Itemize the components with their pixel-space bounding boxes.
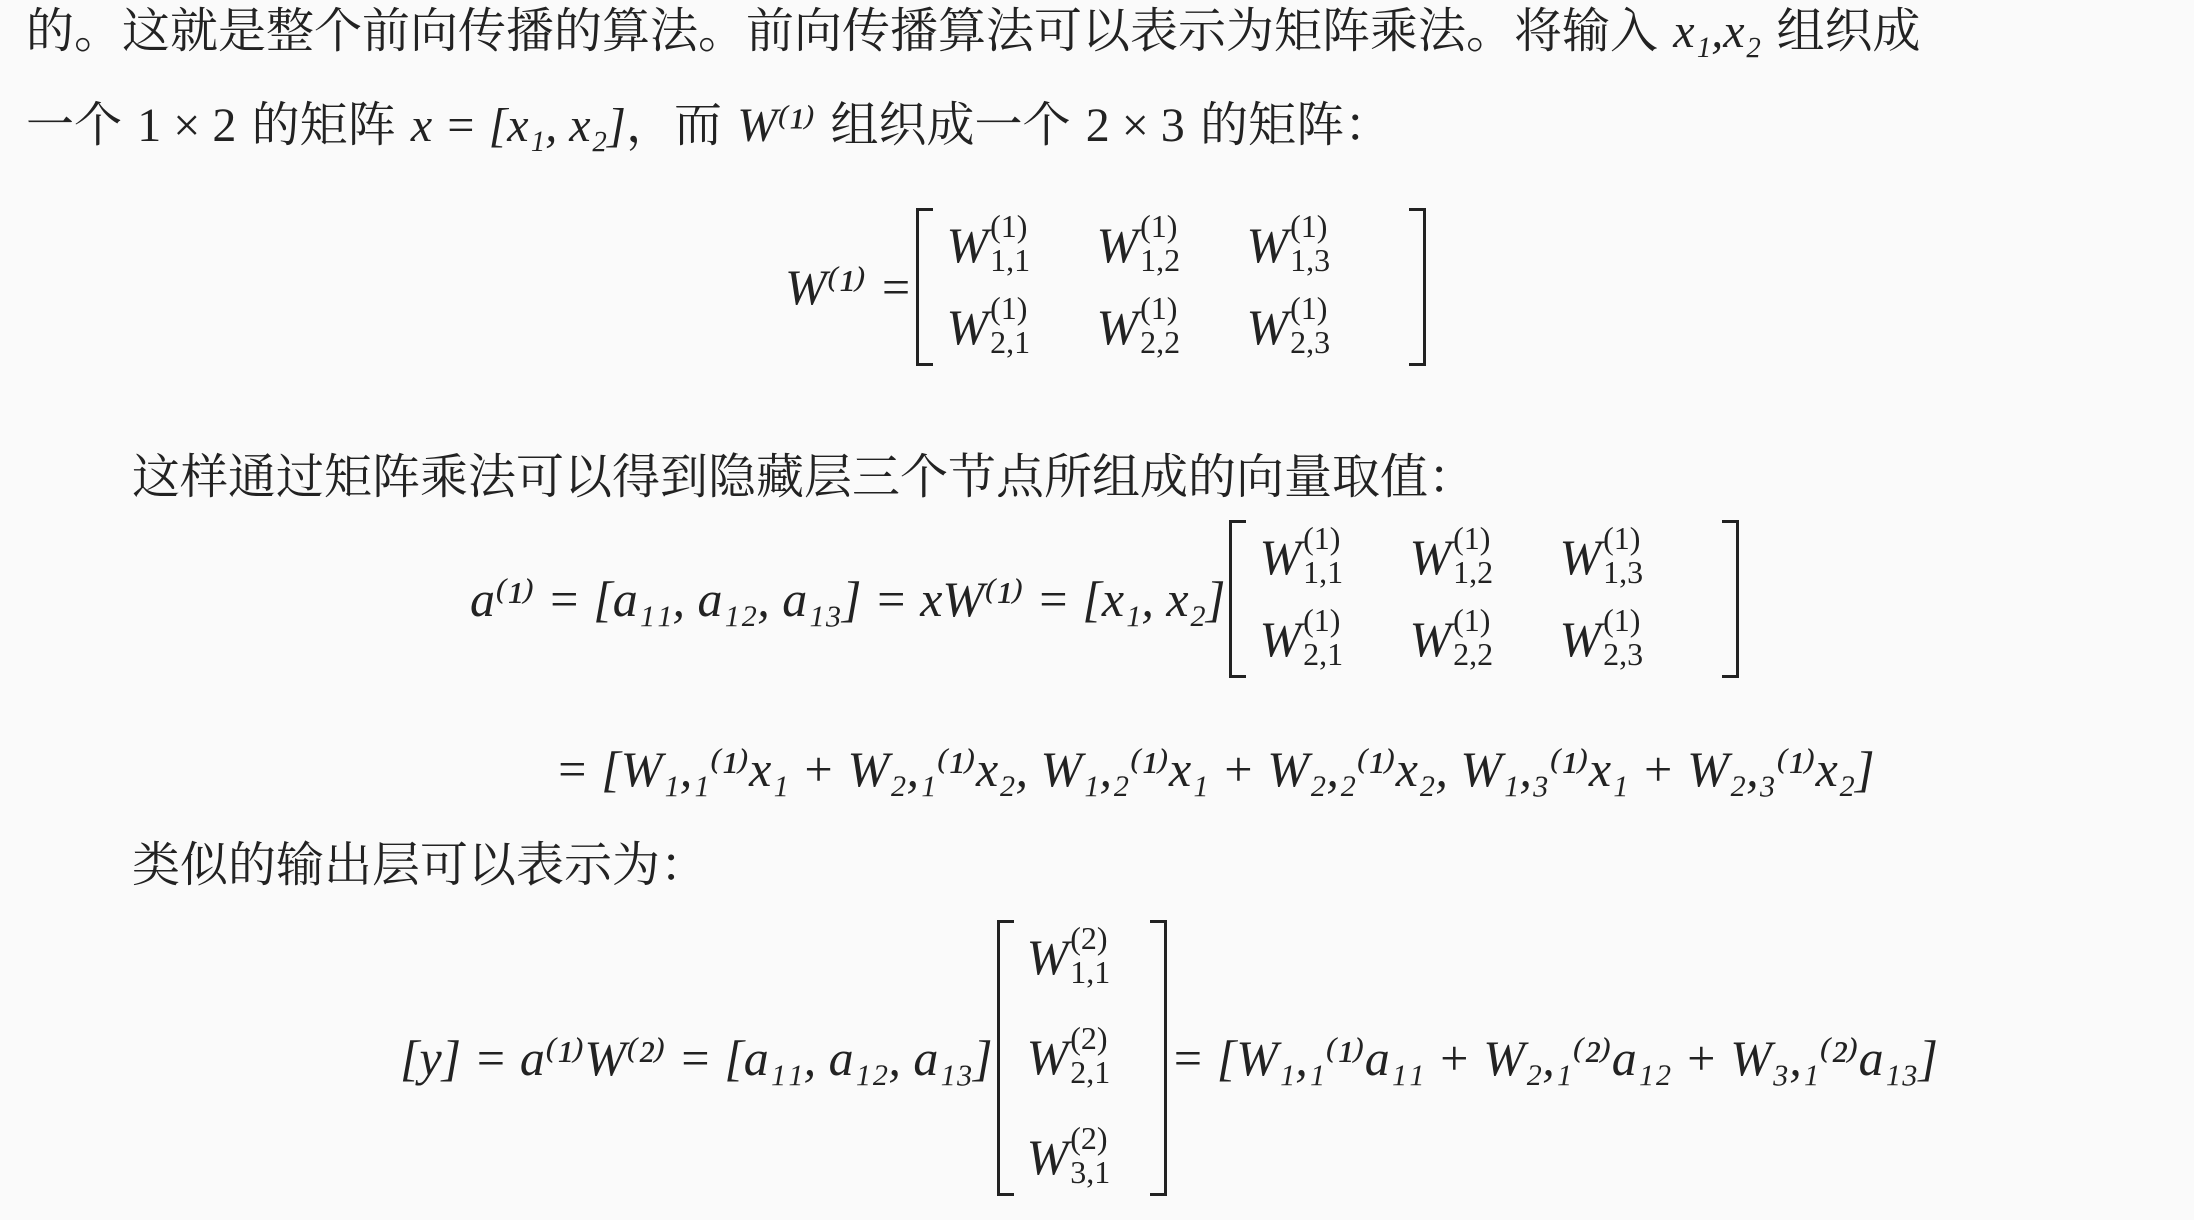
text-segment: 的矩阵 [251,97,396,153]
matrix-cell-subscript: 1,1 [1070,954,1111,990]
equation-output-layer [400,920,1938,1196]
text-segment: ，而 [625,97,722,153]
matrix-cell-superscript: (1) [1303,520,1341,556]
matrix-cell-subscript: 2,1 [1070,1054,1111,1090]
inline-math-x-vector: x = [x₁, x₂] [410,99,626,152]
matrix-cell-superscript: (2) [1070,1120,1108,1156]
matrix-cell [1409,602,1559,672]
matrix-cell-subscript: 2,1 [990,324,1031,360]
matrix-cell-symbol: W [1559,529,1602,585]
matrix-cell [1259,520,1409,590]
matrix-cell-symbol: W [1259,611,1302,667]
equation-lhs: W⁽¹⁾ = [785,259,913,315]
matrix-cell [1096,208,1246,278]
matrix-W1 [916,208,1426,366]
equation-lhs: a⁽¹⁾ = [a₁₁, a₁₂, a₁₃] = xW⁽¹⁾ = [x₁, x₂] [470,571,1226,627]
matrix-cell [1096,290,1246,360]
matrix-cell [1246,208,1396,278]
paragraph-line-3 [132,432,2194,522]
matrix-cell-subscript: 1,3 [1290,242,1331,278]
matrix-cell [1409,520,1559,590]
matrix-W1 [1229,520,1739,678]
matrix-cell-symbol: W [946,299,989,355]
matrix-cell-superscript: (1) [1290,290,1328,326]
matrix-cell-subscript: 1,3 [1603,554,1644,590]
inline-math-dim: 2 × 3 [1085,99,1185,152]
matrix-cell-subscript: 2,3 [1290,324,1331,360]
matrix-cell [1026,920,1137,990]
text-segment: 一个 [26,97,123,153]
text-segment: 组织成 [1776,3,1921,59]
matrix-cell-superscript: (1) [1603,602,1641,638]
equation-rhs: = [W₁,₁⁽¹⁾a₁₁ + W₂,₁⁽²⁾a₁₂ + W₃,₁⁽²⁾a₁₃] [1170,1030,1938,1086]
matrix-cell-superscript: (2) [1070,920,1108,956]
matrix-cell [946,290,1096,360]
matrix-cell [946,208,1096,278]
equation-hidden-layer [470,520,1743,678]
text-segment: 类似的输出层可以表示为： [132,837,709,893]
matrix-cell [1026,1020,1137,1090]
inline-math-x1x2: x₁,x₂ [1673,5,1762,58]
matrix-cell-subscript: 2,2 [1140,324,1181,360]
inline-math-dim: 1 × 2 [137,99,237,152]
matrix-cell-superscript: (2) [1070,1020,1108,1056]
matrix-cell-symbol: W [1259,529,1302,585]
matrix-cell-subscript: 1,1 [990,242,1031,278]
matrix-cell [1559,602,1709,672]
inline-math-W1: W⁽¹⁾ [737,99,816,152]
matrix-cell [1259,602,1409,672]
matrix-cell-symbol: W [1246,299,1289,355]
text-segment: 组织成一个 [830,97,1071,153]
equation-expansion: = [W₁,₁⁽¹⁾x₁ + W₂,₁⁽¹⁾x₂, W₁,₂⁽¹⁾x₁ + W₂,₂⁽¹⁾x₂, W₁,₃⁽¹⁾x₁ + W₂,₃⁽¹⁾x₂] [555,741,1875,797]
text-segment: 这样通过矩阵乘法可以得到隐藏层三个节点所组成的向量取值： [132,449,1477,505]
matrix-cell-symbol: W [1026,1129,1069,1185]
paragraph-line-4 [132,820,2194,910]
matrix-cell-symbol: W [946,217,989,273]
matrix-cell-superscript: (1) [1303,602,1341,638]
equation-hidden-layer-expanded [555,740,1875,798]
matrix-cell-superscript: (1) [1140,208,1178,244]
text-segment: 的。这就是整个前向传播的算法。前向传播算法可以表示为矩阵乘法。将输入 [26,3,1659,59]
equation-lhs: [y] = a⁽¹⁾W⁽²⁾ = [a₁₁, a₁₂, a₁₃] [400,1030,993,1086]
matrix-cell-symbol: W [1096,217,1139,273]
paragraph-line-2 [26,80,2176,171]
matrix-cell-superscript: (1) [990,290,1028,326]
matrix-cell-superscript: (1) [1603,520,1641,556]
matrix-cell [1559,520,1709,590]
matrix-cell-symbol: W [1559,611,1602,667]
paragraph-line-1 [26,0,2176,77]
matrix-cell-subscript: 3,1 [1070,1154,1111,1190]
matrix-cell-subscript: 1,2 [1453,554,1494,590]
matrix-cell-symbol: W [1026,1029,1069,1085]
matrix-cell [1246,290,1396,360]
matrix-cell-superscript: (1) [1453,602,1491,638]
matrix-cell-superscript: (1) [1453,520,1491,556]
matrix-cell [1026,1120,1137,1190]
matrix-cell-symbol: W [1409,529,1452,585]
matrix-cell-subscript: 2,1 [1303,636,1344,672]
matrix-cell-symbol: W [1096,299,1139,355]
matrix-cell-symbol: W [1409,611,1452,667]
matrix-cell-superscript: (1) [1140,290,1178,326]
matrix-cell-subscript: 2,3 [1603,636,1644,672]
equation-W1-definition [785,208,1430,366]
matrix-cell-superscript: (1) [1290,208,1328,244]
matrix-cell-symbol: W [1026,929,1069,985]
matrix-W2 [997,920,1167,1196]
matrix-cell-superscript: (1) [990,208,1028,244]
text-segment: 的矩阵： [1200,97,1393,153]
matrix-cell-subscript: 1,2 [1140,242,1181,278]
matrix-cell-symbol: W [1246,217,1289,273]
matrix-cell-subscript: 2,2 [1453,636,1494,672]
matrix-cell-subscript: 1,1 [1303,554,1344,590]
